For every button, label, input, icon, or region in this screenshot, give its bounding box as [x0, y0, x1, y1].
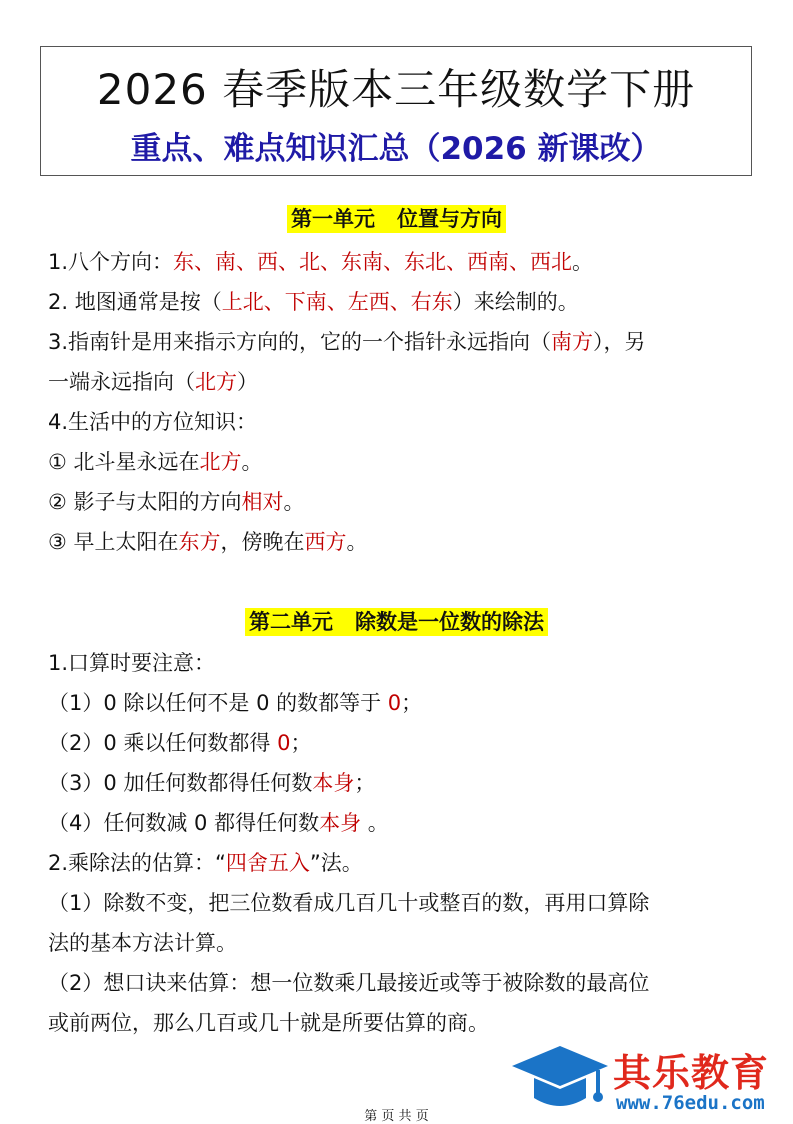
unit1-line-4: 一端永远指向（北方）: [48, 370, 258, 394]
unit2-line-4: （3）0 加任何数都得任何数本身；: [48, 771, 376, 795]
unit2-line-9: （2）想口诀来估算：想一位数乘几最接近或等于被除数的最高位: [48, 971, 650, 995]
unit1-line-7: ② 影子与太阳的方向相对。: [48, 490, 305, 514]
unit2-line-5: （4）任何数减 0 都得任何数本身 。: [48, 811, 389, 835]
brand-logo: [510, 1042, 788, 1114]
unit2-line-8: 法的基本方法计算。: [48, 931, 237, 955]
logo-name: 其乐教育: [613, 1051, 770, 1095]
graduation-cap-icon: [510, 1042, 610, 1114]
unit2-line-3: （2）0 乘以任何数都得 0；: [48, 731, 312, 755]
unit2-line-6: 2.乘除法的估算：“四舍五入”法。: [48, 851, 363, 875]
page-footer: 第 页 共 页: [364, 1109, 429, 1124]
unit1-line-5: 4.生活中的方位知识：: [48, 410, 258, 434]
unit2-line-10: 或前两位，那么几百或几十就是所要估算的商。: [48, 1011, 489, 1035]
unit2-line-1: 1.口算时要注意：: [48, 651, 216, 675]
logo-url: www.76edu.com: [616, 1092, 765, 1114]
unit1-heading: 第一单元 位置与方向: [0, 203, 793, 233]
document-title: 2026 春季版本三年级数学下册: [96, 65, 696, 114]
unit2-heading: 第二单元 除数是一位数的除法: [0, 606, 793, 636]
unit1-line-8: ③ 早上太阳在东方，傍晚在西方。: [48, 530, 368, 554]
unit2-line-2: （1）0 除以任何不是 0 的数都等于 0；: [48, 691, 423, 715]
document-subtitle: 重点、难点知识汇总（2026 新课改）: [130, 131, 662, 167]
unit1-line-6: ① 北斗星永远在北方。: [48, 450, 263, 474]
unit1-line-2: 2. 地图通常是按（上北、下南、左西、右东）来绘制的。: [48, 290, 579, 314]
title-box: [40, 46, 752, 176]
unit1-line-1: 1.八个方向：东、南、西、北、东南、东北、西南、西北。: [48, 250, 594, 274]
unit2-line-7: （1）除数不变，把三位数看成几百几十或整百的数，再用口算除: [48, 891, 650, 915]
unit1-line-3: 3.指南针是用来指示方向的，它的一个指针永远指向（南方），另: [48, 330, 646, 354]
